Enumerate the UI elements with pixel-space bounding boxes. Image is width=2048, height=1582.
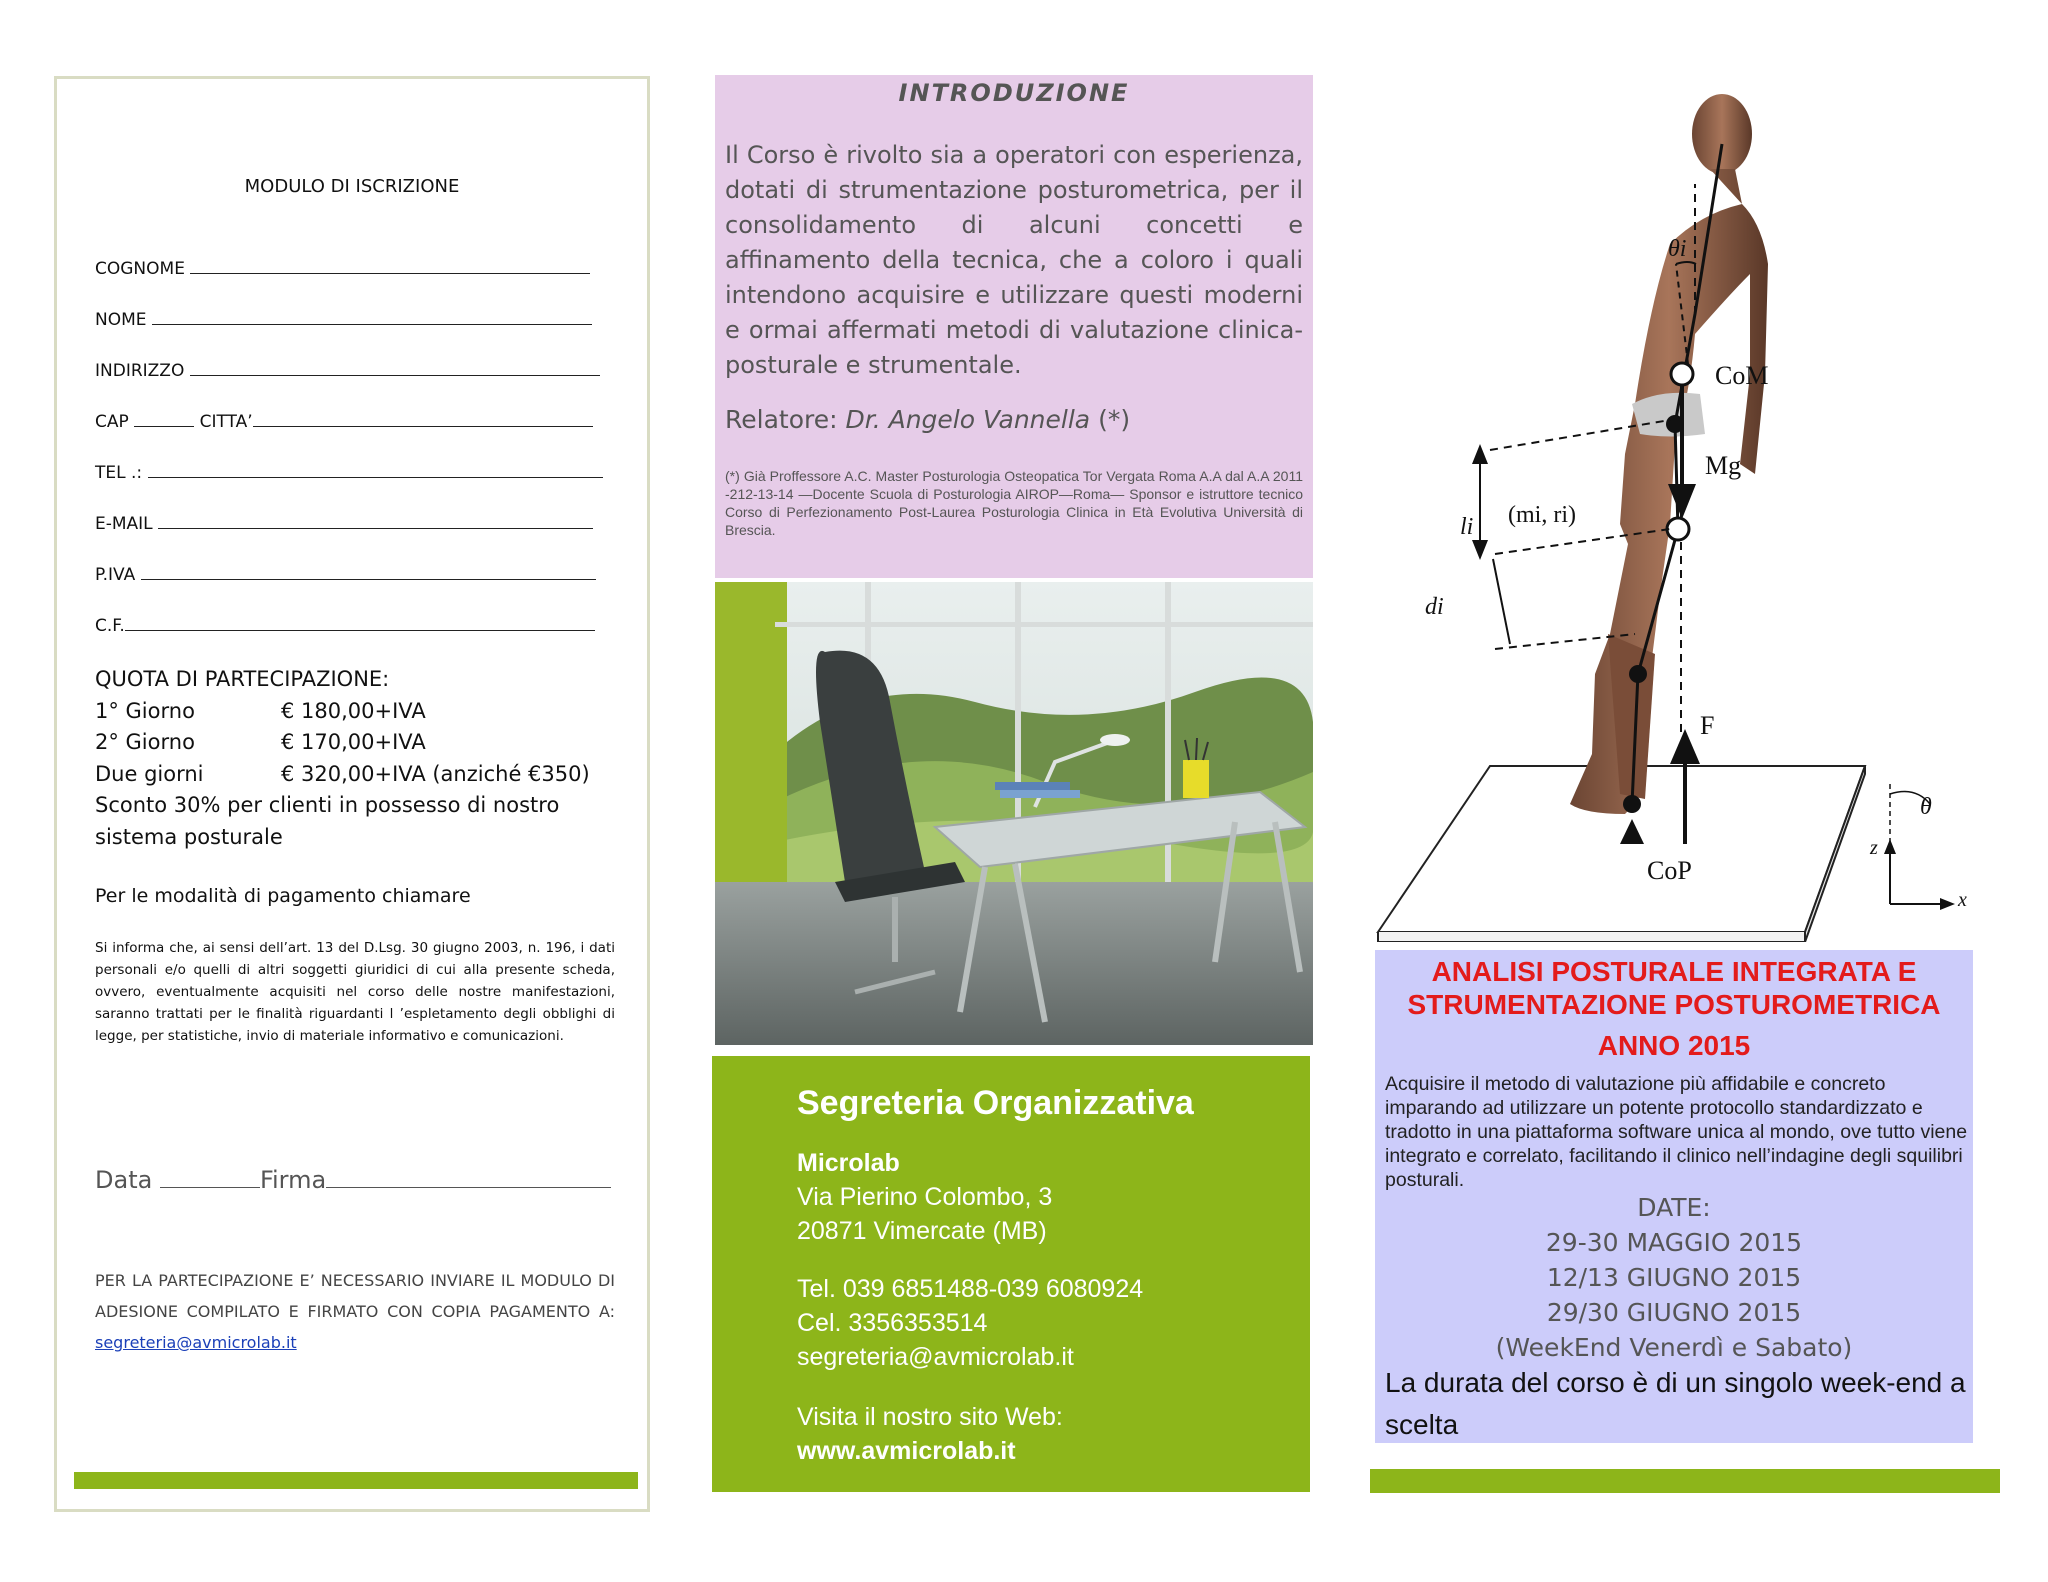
segreteria-title: Segreteria Organizzativa (797, 1084, 1194, 1122)
tel-label: TEL .: (95, 463, 143, 483)
price-value: € 170,00+IVA (281, 730, 426, 754)
mobile: Cel. 3356353514 (797, 1309, 988, 1337)
piva-label: P.IVA (95, 565, 136, 585)
f-label: F (1700, 711, 1715, 740)
data-label: Data (95, 1166, 153, 1194)
price-label: Due giorni (95, 761, 204, 786)
website-label: Visita il nostro sito Web: (797, 1403, 1063, 1431)
li-label: li (1460, 514, 1474, 540)
office-illustration (715, 582, 1313, 1045)
segreteria-email[interactable]: segreteria@avmicrolab.it (797, 1343, 1074, 1371)
relatore-mark: (*) (1098, 405, 1131, 434)
course-duration: La durata del corso è di un singolo week-end a scelta (1385, 1367, 1966, 1440)
company-name: Microlab (797, 1149, 900, 1177)
intro-body: Il Corso è rivolto sia a operatori con esperienza, dotati di strumentazione posturometrica, per il consolidamento di alcuni concetti e affinamento della tecnica, che a coloro i quali intendono acquisire e utilizzare questi moderni e ormai affermati metodi di valutazione clinica-posturale e strumentale. (725, 141, 1303, 379)
notice-text: PER LA PARTECIPAZIONE E’ NECESSARIO INVIARE IL MODULO DI ADESIONE COMPILATO E FIRMATO CON COPIA PAGAMENTO A: (95, 1271, 615, 1321)
price-value: € 180,00+IVA (281, 698, 426, 723)
mg-label: Mg (1705, 451, 1742, 480)
address-line-1: Via Pierino Colombo, 3 (797, 1183, 1053, 1211)
indirizzo-label: INDIRIZZO (95, 361, 185, 381)
posture-diagram-svg (1370, 74, 1968, 942)
weekend-note: (WeekEnd Venerdì e Sabato) (1495, 1333, 1853, 1362)
course-year: ANNO 2015 (1597, 1030, 1751, 1061)
mi-ri-label: (mi, ri) (1508, 502, 1576, 528)
course-title-line-1: ANALISI POSTURALE INTEGRATA E (1431, 956, 1917, 987)
di-label: di (1425, 594, 1444, 620)
course-description: Acquisire il metodo di valutazione più affidabile e concreto imparando ad utilizzare un potente protocollo standardizzato e tradotto in una piattaforma software unica al mondo, ove tutto viene integrato e correlato, facilitando il clinico nell’indagine degli squilibri posturali. (1385, 1073, 1968, 1191)
date-item: 29-30 MAGGIO 2015 (1545, 1228, 1803, 1257)
email-field[interactable] (95, 514, 593, 534)
tel-field[interactable] (95, 463, 603, 483)
course-title-line-2: STRUMENTAZIONE POSTUROMETRICA (1407, 989, 1941, 1020)
submission-notice (95, 1265, 615, 1358)
website-link[interactable]: www.avmicrolab.it (797, 1437, 1016, 1465)
introduction-panel (715, 75, 1313, 578)
dates-label: DATE: (1637, 1193, 1711, 1222)
cap-label: CAP (95, 412, 129, 432)
price-label: 1° Giorno (95, 698, 195, 723)
x-axis-label: x (1958, 889, 1967, 911)
date-item: 29/30 GIUGNO 2015 (1546, 1298, 1802, 1327)
cop-label: CoP (1647, 856, 1692, 885)
price-row (95, 727, 615, 759)
registration-form (54, 76, 650, 1512)
intro-title: INTRODUZIONE (898, 79, 1130, 107)
posture-diagram (1370, 74, 1968, 942)
quota-title: QUOTA DI PARTECIPAZIONE: (95, 667, 390, 691)
course-dates (1375, 1190, 1973, 1365)
telephone: Tel. 039 6851488-039 6080924 (797, 1275, 1144, 1303)
nome-field[interactable] (95, 310, 592, 330)
price-section (95, 664, 615, 853)
z-axis-label: z (1870, 837, 1878, 859)
date-item: 12/13 GIUGNO 2015 (1546, 1263, 1802, 1292)
discount-text: Sconto 30% per clienti in possesso di nostro sistema posturale (95, 793, 560, 849)
course-title (1375, 955, 1973, 1021)
relatore-note: (*) Già Proffessore A.C. Master Posturologia Osteopatica Tor Vergata Roma A.A dal A.A 2011 -212-13-14 —Docente Scuola di Posturologia AIROP—Roma— Sponsor e istruttore tecnico Corso di Perfezionamento Post-Laurea Posturologia Clinica in Età Evolutiva Università di Brescia. (725, 468, 1303, 538)
com-label: CoM (1715, 361, 1769, 390)
segreteria-panel (712, 1056, 1310, 1492)
indirizzo-field[interactable] (95, 361, 600, 381)
citta-label: CITTA’ (199, 412, 253, 432)
office-photo (715, 582, 1313, 1045)
privacy-notice: Si informa che, ai sensi dell’art. 13 del D.Lsg. 30 giugno 2003, n. 196, i dati personali e/o quelli di altri soggetti giuridici di cui alla presente scheda, ovvero, eventualmente acquisiti nel corso delle nostre manifestazioni, saranno trattati per le finalità riguardanti l ’espletamento degli obblighi di legge, per statistiche, invio di materiale informativo e comunicazioni. (95, 940, 615, 1044)
relatore-label: Relatore: (725, 405, 838, 434)
cognome-field[interactable] (95, 259, 590, 279)
cap-citta-field[interactable] (95, 412, 593, 432)
price-row (95, 759, 615, 791)
firma-label: Firma (259, 1166, 327, 1194)
course-info-panel (1375, 950, 1973, 1443)
cf-field[interactable] (95, 616, 595, 636)
relatore (725, 405, 1130, 434)
payment-note: Per le modalità di pagamento chiamare (95, 885, 471, 907)
nome-label: NOME (95, 310, 147, 330)
piva-field[interactable] (95, 565, 596, 585)
notice-email-link[interactable]: segreteria@avmicrolab.it (95, 1333, 297, 1352)
address-line-2: 20871 Vimercate (MB) (797, 1217, 1047, 1245)
price-value: € 320,00+IVA (anziché €350) (281, 761, 590, 786)
relatore-name: Dr. Angelo Vannella (845, 405, 1091, 434)
cognome-label: COGNOME (95, 259, 185, 279)
cf-label: C.F. (95, 616, 125, 636)
email-label: E-MAIL (95, 514, 153, 534)
price-row (95, 696, 615, 728)
form-title: MODULO DI ISCRIZIONE (244, 176, 460, 197)
signature-row[interactable] (95, 1166, 611, 1194)
green-divider (74, 1472, 638, 1489)
theta-i-label: θi (1668, 236, 1687, 262)
green-divider (1370, 1469, 2000, 1493)
theta-label: θ (1920, 794, 1932, 820)
price-label: 2° Giorno (95, 730, 195, 754)
